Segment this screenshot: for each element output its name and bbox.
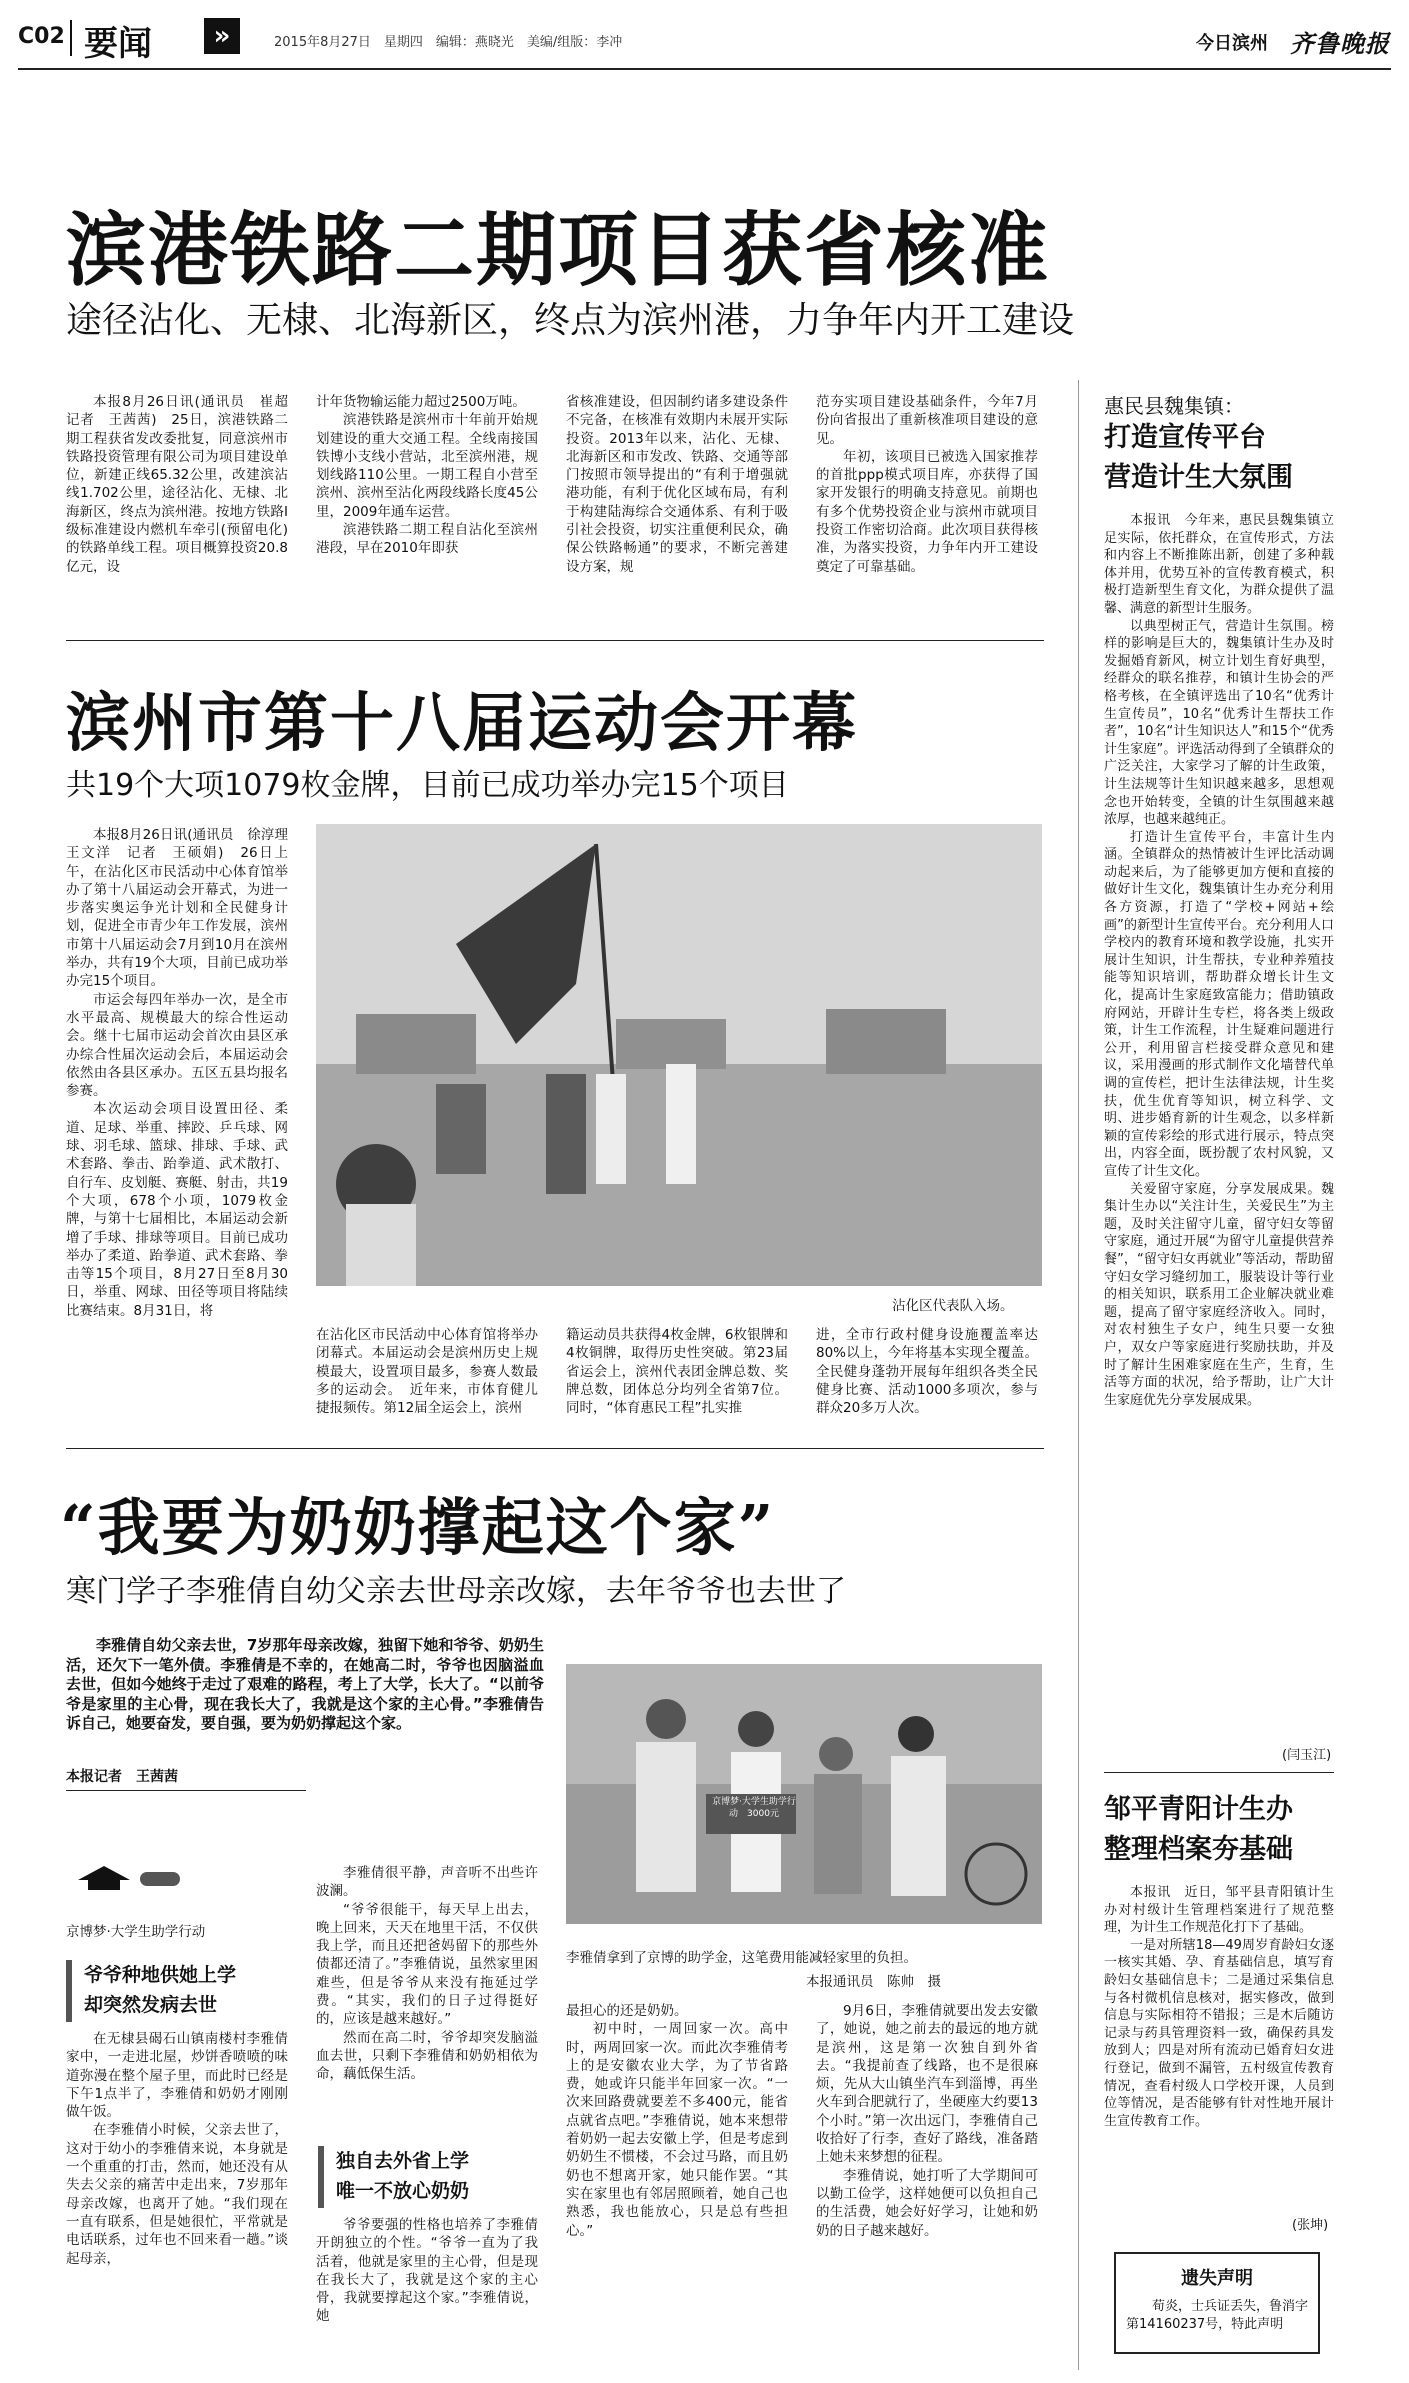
article2-col1-text-c: 本次运动会项目设置田径、柔道、足球、举重、摔跤、乒乓球、网球、羽毛球、篮球、排球、手球、武术套路、拳击、跆拳道、武术散打、自行车、皮划艇、赛艇、射击，共19个大项，678个小项，1079枚金牌，与第十七届相比，本届运动会新增了手球、排球等项目。目前已成功举办了柔道、跆拳道、武术套路、拳击等15个项目，8月27日至8月30日，举重、网球、田径等项目将陆续比赛结束。8月31日，将 — [66, 1101, 288, 1319]
side1-body — [1104, 512, 1334, 1752]
paper-name: 今日滨州 — [1196, 33, 1268, 54]
article3-byline: 本报记者 王茜茜 — [66, 1769, 178, 1785]
side2-title-line1: 邹平青阳计生办 — [1104, 1794, 1293, 1825]
graduation-cap-icon — [78, 1866, 130, 1880]
article3-subsection2 — [318, 2146, 540, 2208]
side1-title-line1: 打造宣传平台 — [1104, 422, 1266, 453]
lost-notice-title: 遗失声明 — [1181, 2268, 1253, 2289]
article2-col1-text-b: 市运会每四年举办一次，是全市水平最高、规模最大的综合性运动会。继十七届市运动会首次由县区承办综合性届次运动会后，本届运动会依然由各县区承办。五区五县均报名参赛。 — [66, 991, 288, 1100]
subsection1-line2: 却突然发病去世 — [84, 1994, 218, 2016]
sports-photo-caption: 沾化区代表队入场。 — [892, 1298, 1014, 1314]
section-label: 要闻 — [84, 24, 152, 64]
subsection2-line1: 独自去外省上学 — [336, 2150, 470, 2172]
student-photo-credit: 本报通讯员 陈帅 摄 — [806, 1974, 941, 1990]
side2-title — [1104, 1790, 1384, 1870]
student-photo-caption: 李雅倩拿到了京博的助学金，这笔费用能减轻家里的负担。 — [566, 1950, 917, 1966]
article3-col2-text-c: 然而在高二时，爷爷却突发脑溢血去世，只剩下李雅倩和奶奶相依为命，藕低保生活。 — [316, 2029, 538, 2083]
article3-col1-text-a: 在无棣县碣石山镇南楼村李雅倩家中，一走进北屋，炒饼香喷喷的味道弥漫在整个屋子里，而此时已经是下午1点半了，李雅倩和奶奶才刚刚做午饭。 — [66, 2031, 288, 2121]
subsection1-line1: 爷爷种地供她上学 — [84, 1964, 237, 1986]
side1-title-line2: 营造计生大氛围 — [1104, 462, 1293, 493]
article3-lead-text: 李雅倩自幼父亲去世，7岁那年母亲改嫁，独留下她和爷爷、奶奶生活，还欠下一笔外债。李雅倩是不幸的，在她高二时，爷爷也因脑溢血去世，但如今她终于走过了艰难的路程，考上了大学，长大了。“以前爷爷是家里的主心骨，现在我长大了，我就是这个家的主心骨。”李雅倩告诉自己，她要奋发，要自强，要为奶奶撑起这个家。 — [66, 1636, 544, 1732]
article2-subheadline: 共19个大项1079枚金牌，目前已成功举办完15个项目 — [66, 768, 789, 803]
date-line: 2015年8月27日 星期四 编辑：燕晓光 美编/组版：李冲 — [274, 35, 623, 50]
side1-bottom-rule — [1104, 1772, 1334, 1773]
article2-headline: 滨州市第十八届运动会开幕 — [66, 686, 858, 761]
article1-col1-text: 本报8月26日讯(通讯员 崔超 记者 王茜茜) 25日，滨港铁路二期工程获省发改委批复，同意滨州市铁路投资管理有限公司为项目建设单位，新建正线65.32公里，改建滨沾线1.702公里，途径沾化、无棣、北海新区，终点为滨州港。按地方铁路Ⅰ级标准建设内燃机车牵引(预留电化)的铁路单线工程。项目概算投资20.8亿元，设 — [66, 394, 302, 575]
brand-logo: 齐鲁晚报 — [1290, 29, 1390, 58]
diploma-icon — [140, 1872, 180, 1886]
side2-title-line2: 整理档案夯基础 — [1104, 1834, 1293, 1865]
article1-col2-text-a: 计年货物输运能力超过2500万吨。 — [316, 394, 526, 410]
side1-title — [1104, 418, 1384, 498]
article2-col1-text-a: 本报8月26日讯(通讯员 徐淳理 王文洋 记者 王硕娟) 26日上午，在沾化区市民活动中心体育馆举办了第十八届运动会开幕式，为进一步落实奥运争光计划和全民健身计划，促进全市青少年工作发展，滨州市第十八届运动会7月到10月在滨州举办，共有19个大项，目前已成功举办完15个项目。 — [66, 827, 302, 990]
article1-col2-text-b: 滨港铁路是滨州市十年前开始规划建设的重大交通工程。全线南接国铁博小支线小营站，北至滨州港，规划线路110公里。一期工程自小营至滨州、滨州至沾化两段线路长度45公里，2009年通车运营。 — [316, 412, 538, 520]
side2-para1: 本报讯 近日，邹平县青阳镇计生办对村级计生管理档案进行了规范整理，为计生工作规范化打下了基础。 — [1104, 1885, 1334, 1936]
article3-col2 — [316, 1864, 538, 2194]
side1-kicker: 惠民县魏集镇： — [1104, 394, 1244, 418]
side2-body — [1104, 1884, 1334, 2216]
side2-para2: 一是对所辖18—49周岁育龄妇女逐一核实其婚、孕、育基础信息，填写育龄妇女基础信息卡；二是通过采集信息与各村微机信息核对，据实修改，做到信息与实际相符不错报；三是木后随访记录与药具管理资料一致，确保药具发放到人；四是对所有流动已婚育妇女进行登记，做到不漏管，五村级宣传教育情况，查看村级人口学校开课，人员到位等情况，是否能够有针对性地开展计生宣传教育工作。 — [1104, 1937, 1334, 2129]
article1-col2-text-c: 滨港铁路二期工程自沾化至滨州港段，早在2010年即获 — [316, 522, 538, 557]
article3-col1 — [66, 2030, 288, 2370]
article3-col2-bottom — [316, 2216, 538, 2366]
article3-col2-text-b: “爷爷很能干，每天早上出去，晚上回来，天天在地里干活，不仅供我上学，而且还把爸妈留下的那些外债都还清了。”李雅倩说，虽然家里困难些，但是爷爷从来没有拖延过学费。“其实，我们的日子过得挺好的，应该是越来越好。” — [316, 1901, 538, 2028]
article3-subsection1 — [66, 1960, 306, 2022]
article3-headline: “我要为奶奶撑起这个家” — [60, 1491, 776, 1564]
side1-para2: 以典型树正气，营造计生氛围。榜样的影响是巨大的，魏集镇计生办及时发掘婚育新风，树立计划生育好典型，经群众的联名推荐，和镇计生协会的严格考核，在全镇评选出了10名“优秀计生宣传员”，10名“优秀计生帮扶工作者”，10名“计生知识达人”和15个“优秀计生家庭”。评选活动得到了全镇群众的广泛关注，大家学习了解的计生政策，计生法规等计生知识越来越多，思想观念也开始转变，全镇的计生氛围越来越浓厚，也越来越纯正。 — [1104, 618, 1334, 828]
article3-col3-text-a: 最担心的还是奶奶。 — [566, 2003, 688, 2019]
article3-col4-text-a: 9月6日，李雅倩就要出发去安徽了，她说，她之前去的最远的地方就是滨州，这是第一次独自到外省去。“我提前查了线路，也不是很麻烦，先从大山镇坐汽车到淄博，再坐火车到合肥就行了，坐硬座大约要13个小时。”第一次出远门，李雅倩自己收拾好了行李，查好了路线，准备踏上她未来梦想的征程。 — [816, 2003, 1038, 2166]
graduation-cap-base-icon — [88, 1880, 120, 1890]
article1-col3-text: 省核准建设，但因制约诸多建设条件不完备，在核准有效期内未展开实际投资。2013年以来，沾化、无棣、北海新区和市发改、铁路、交通等部门按照市领导提出的“有利于增强就港功能，有利于优化区域布局，有利于构建陆海综合交通体系、有利于吸引社会投资，切实注重便利民众，确保公铁路畅通”的要求，不断完善建设方案，规 — [566, 394, 788, 575]
side1-para3: 打造计生宣传平台，丰富计生内涵。全镇群众的热情被计生评比活动调动起来后，为了能够更加方便和直接的做好计生文化，魏集镇计生办充分利用各方资源，打造了“学校+网站+绘画”的新型计生宣传平台。充分利用人口学校内的教育环境和教学设施，扎实开展计生知识，计生帮扶，专业种养殖技能等知识培训，帮助群众增长计生文化，提高计生家庭致富能力；借助镇政府网站，开辟计生专栏，将各类上级政策，计生工作流程，计生疑难问题进行公开，利用留言栏接受群众意见和建议，采用漫画的形式制作文化墙替代单调的宣传栏，把计生法律法规，计生奖扶，优生优育等知识，树立科学、文明、进步婚育新的计生观念，以多样新颖的宣传彩绘的形式进行展示，特点突出，内容全面，既扮靓了农村风貌，又宣传了计生文化。 — [1104, 829, 1334, 1179]
article1-col4-text-b: 年初，该项目已被选入国家推荐的首批ppp模式项目库，亦获得了国家开发银行的明确支持意见。前期也有多个优势投资企业与滨州市就项目投资工作密切洽商。此次项目获得核准，为落实投资，力争年内开工建设奠定了可靠基础。 — [816, 448, 1038, 575]
side1-para4: 关爱留守家庭，分享发展成果。魏集计生办以“关注计生，关爱民生”为主题，及时关注留守儿童，留守妇女等留守家庭，通过开展“为留守儿童提供营养餐”，“留守妇女再就业”等活动，帮助留守妇女学习缝纫加工，服装设计等行业的相关知识，联系用工企业解决就业难题，提高了留守家庭经济收入。同时，对农村独生子女户，纯生只要一女独户，双女户等家庭进行奖励扶助，并及时了解计生困难家庭在生产，生育，生活等方面的状况，给予帮助，让广大计生家庭优先分享发展成果。 — [1104, 1181, 1334, 1408]
article2-bottom-col3-text: 籍运动员共获得4枚金牌，6枚银牌和4枚铜牌，取得历史性突破。第23届省运会上，滨州代表团金牌总数、奖牌总数，团体总分均列全省第7位。同时，“体育惠民工程”扎实推 — [566, 1327, 788, 1417]
student-photo-illustration — [566, 1664, 1042, 1924]
masthead — [0, 0, 1409, 72]
article1-col1 — [66, 393, 302, 625]
scholarship-logo — [66, 1866, 306, 1912]
subsection2-line2: 唯一不放心奶奶 — [336, 2180, 470, 2202]
scholarship-banner: 京博梦·大学生助学行动 3000元 — [712, 1797, 796, 1819]
scholarship-logo-label: 京博梦·大学生助学行动 — [66, 1924, 206, 1940]
lost-notice-body: 荀炎，士兵证丢失，鲁消字第14160237号，特此声明 — [1126, 2299, 1309, 2332]
sports-photo-illustration — [316, 824, 1042, 1286]
article3-col2-text-a: 李雅倩很平静，声音听不出些许波澜。 — [316, 1865, 538, 1900]
side2-credit: (张坤) — [1292, 2218, 1329, 2233]
sidebar-separator — [1078, 380, 1079, 2370]
byline-rule — [66, 1790, 306, 1791]
side1-credit: (闫玉江) — [1282, 1748, 1332, 1763]
article1-headline: 滨港铁路二期项目获省核准 — [66, 203, 1050, 297]
lost-notice-box — [1114, 2252, 1320, 2354]
article2-bottom-col2 — [316, 1326, 538, 1446]
sports-photo — [316, 824, 1042, 1286]
article1-col3 — [566, 393, 788, 625]
article2-bottom-rule — [66, 1448, 1044, 1449]
article3-col2-text-d: 爷爷要强的性格也培养了李雅倩开朗独立的个性。“爷爷一直为了我活着，他就是家里的主心骨，但是现在我长大了，我就是这个家的主心骨，我就要撑起这个家。”李雅倩说，她 — [316, 2217, 538, 2325]
article1-col2 — [316, 393, 538, 625]
article1-col4-text-a: 范夯实项目建设基础条件，今年7月份向省报出了重新核准项目建设的意见。 — [816, 394, 1038, 447]
article2-bottom-col4-text: 进，全市行政村健身设施覆盖率达80%以上，今年将基本实现全覆盖。全民健身蓬勃开展每年组织各类全民健身比赛、活动1000多项次，参与群众20多万人次。 — [816, 1327, 1038, 1417]
article1-subheadline: 途径沾化、无棣、北海新区，终点为滨州港，力争年内开工建设 — [66, 300, 1075, 341]
section-chevron-icon: » — [204, 18, 240, 54]
page-number: C02 — [18, 24, 65, 49]
article3-col3 — [566, 2002, 788, 2368]
article1-col4 — [816, 393, 1038, 625]
article3-col4 — [816, 2002, 1038, 2368]
article2-bottom-col2-text: 在沾化区市民活动中心体育馆将举办闭幕式。本届运动会是滨州历史上规模最大，设置项目最多，参赛人数最多的运动会。 近年来，市体育健儿捷报频传。第12届全运会上，滨州 — [316, 1327, 538, 1417]
article1-bottom-rule — [66, 640, 1044, 641]
student-photo — [566, 1664, 1042, 1924]
article3-subheadline: 寒门学子李雅倩自幼父亲去世母亲改嫁，去年爷爷也去世了 — [66, 1574, 846, 1609]
article2-bottom-col4 — [816, 1326, 1038, 1446]
side1-para1: 本报讯 今年来，惠民县魏集镇立足实际，依托群众，在宣传形式，方法和内容上不断推陈出新，创建了多种载体并用，优势互补的宣传教育模式，积极打造新型生育文化，为群众提供了温馨、满意的新型计生服务。 — [1104, 513, 1334, 616]
masthead-divider — [70, 20, 72, 56]
article3-col1-text-b: 在李雅倩小时候，父亲去世了，这对于幼小的李雅倩来说，本身就是一个重重的打击，然而，她还没有从失去父亲的痛苦中走出来，7岁那年母亲改嫁，也离开了她。“我们现在一直有联系，但是她很忙，平常就是电话联系，过年也不回来看一趟。”谈起母亲， — [66, 2122, 288, 2267]
article3-lead — [66, 1636, 544, 1746]
article3-col3-text-b: 初中时，一周回家一次。高中时，两周回家一次。而此次李雅倩考上的是安徽农业大学，为了节省路费，她或许只能半年回家一次。“一次来回路费就要差不多400元，能省点就省点吧。”李雅倩说，她本来想带着奶奶一起去安徽上学，但是考虑到奶奶生不惯楼，不会过马路，而且奶奶也不想离开家，她只能作罢。“其实在家里也有邻居照顾着，她自己也熟悉，我也能放心，只是总有些担心。” — [566, 2021, 788, 2239]
article2-bottom-col3 — [566, 1326, 788, 1446]
article3-col4-text-b: 李雅倩说，她打听了大学期间可以勤工俭学，这样她便可以负担自己的生活费，她会好好学习，让她和奶奶的日子越来越好。 — [816, 2167, 1038, 2239]
masthead-rule — [18, 68, 1391, 70]
